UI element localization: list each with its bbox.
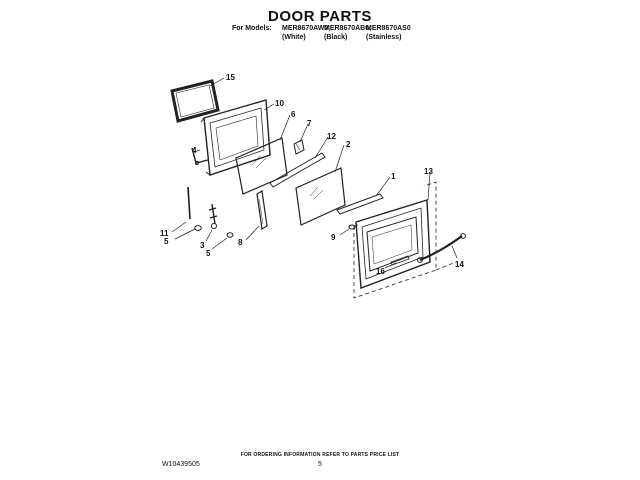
part-8-side-trim [257,191,267,229]
callout-5-left: 5 [164,237,169,246]
part-11-hinge-rod [188,187,190,219]
model-number-white: MER8670AW0, [282,25,331,32]
part-7-glass-clip [294,140,304,154]
model-color-black: (Black) [324,34,348,41]
part-6-inner-glass [236,138,287,194]
part-5-screw-a [195,226,201,231]
callout-12: 12 [327,132,336,141]
callout-15: 15 [226,73,235,82]
callout-4: 4 [192,146,197,155]
part-14-handle [418,234,466,263]
model-number-black: MER8670AB0, [324,25,372,32]
part-2-glass-pack [296,168,345,225]
assembly-outline [354,182,456,298]
part-13-outer-door [356,200,430,288]
model-color-white: (White) [282,34,306,41]
callout-5-right: 5 [206,249,211,258]
callout-9: 9 [331,233,336,242]
callout-3: 3 [200,241,205,250]
callout-16: 16 [376,267,385,276]
callout-7: 7 [307,119,312,128]
callout-10: 10 [275,99,284,108]
callout-8: 8 [238,238,243,247]
part-3-hinge [209,204,217,229]
callout-2: 2 [346,140,351,149]
model-color-stainless: (Stainless) [366,34,402,41]
callout-1: 1 [391,172,396,181]
page-number: 5 [318,461,322,468]
ordering-note: FOR ORDERING INFORMATION REFER TO PARTS PRICE LIST [240,452,400,458]
callout-11: 11 [160,229,169,238]
model-number-stainless: MER8670AS0 [366,25,411,32]
callout-14: 14 [455,260,464,269]
part-12-spacer [270,153,325,187]
page-title: DOOR PARTS [268,8,372,25]
document-part-number: W10439505 [162,461,200,468]
part-5-screw-b [227,233,233,238]
part-15-gasket [172,81,218,121]
callout-13: 13 [424,167,433,176]
callout-6: 6 [291,110,296,119]
models-prefix: For Models: [232,25,272,32]
